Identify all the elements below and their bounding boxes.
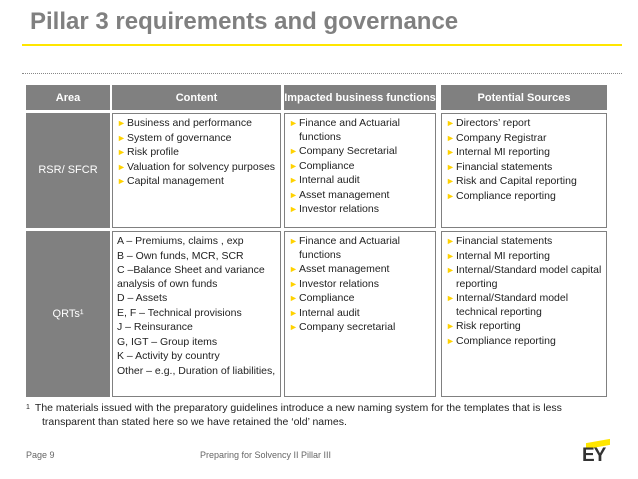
triangle-right-icon: ► (289, 160, 298, 171)
list-item-text: Investor relations (299, 277, 379, 290)
list-item (289, 203, 431, 217)
triangle-right-icon: ► (446, 132, 455, 143)
impacted-list-qrts (289, 235, 431, 335)
triangle-right-icon: ► (446, 161, 455, 172)
list-item-text: Valuation for solvency purposes (127, 160, 276, 173)
list-item-text: Internal MI reporting (456, 249, 550, 262)
list-item (289, 321, 431, 335)
triangle-right-icon: ► (446, 176, 455, 186)
list-item (117, 161, 276, 175)
list-item-text: Internal MI reporting (456, 146, 550, 158)
list-item (289, 263, 431, 277)
list-item (289, 292, 431, 306)
ey-logo-text: EY (582, 445, 606, 466)
cell-impacted-rsr (284, 113, 436, 228)
list-item-text: Internal/Standard model capital reporting (456, 264, 602, 290)
list-item-text: Compliance (299, 292, 355, 304)
header-content: Content (112, 85, 281, 110)
list-item-text: Company Secretarial (299, 145, 398, 157)
cell-sources-rsr (441, 113, 607, 228)
triangle-right-icon: ► (289, 322, 298, 332)
triangle-right-icon: ► (446, 293, 455, 303)
list-item (289, 160, 431, 174)
triangle-right-icon: ► (117, 176, 126, 186)
footer-title: Preparing for Solvency II Pillar III (200, 450, 332, 460)
list-item-text: Internal audit (299, 306, 360, 319)
list-item-text: Directors’ report (456, 117, 531, 129)
triangle-right-icon: ► (117, 132, 126, 143)
area-rsr-sfcr: RSR/ SFCR (26, 113, 110, 228)
footnote-text-1: The materials issued with the preparatory guidelines introduce a new naming system for the templates that is less (34, 402, 562, 414)
list-item-text: Investor relations (299, 203, 379, 215)
list-item (289, 174, 431, 188)
area-qrts: QRTs¹ (26, 231, 110, 397)
triangle-right-icon: ► (446, 190, 455, 201)
list-item (446, 235, 602, 249)
triangle-right-icon: ► (446, 265, 455, 275)
list-item-text: Compliance reporting (456, 334, 556, 347)
list-item (117, 264, 276, 291)
sources-list-qrts (446, 235, 602, 348)
triangle-right-icon: ► (117, 118, 126, 128)
list-item-text: Compliance (299, 159, 355, 172)
list-item (446, 335, 602, 349)
list-item-text: Finance and Actuarial functions (299, 235, 400, 261)
sources-list-rsr (446, 117, 602, 203)
list-item (117, 117, 276, 131)
list-item-text: Risk reporting (456, 320, 521, 332)
list-item (446, 132, 602, 146)
triangle-right-icon: ► (446, 147, 455, 157)
triangle-right-icon: ► (289, 307, 298, 318)
list-item-text: Company Registrar (456, 131, 547, 144)
list-item (446, 117, 602, 131)
triangle-right-icon: ► (289, 175, 298, 185)
list-item (446, 190, 602, 204)
list-item-text: Business and performance (127, 117, 252, 129)
list-item (117, 336, 276, 350)
list-item-text: E, F – Technical provisions (117, 306, 242, 319)
cell-sources-qrts (441, 231, 607, 397)
list-item-text: Financial statements (456, 235, 553, 247)
list-item-text: System of governance (127, 131, 232, 144)
triangle-right-icon: ► (289, 278, 298, 289)
ey-logo (582, 441, 612, 467)
list-item-text: Asset management (299, 263, 390, 275)
list-item-text: Asset management (299, 188, 390, 201)
list-item-text: Capital management (127, 175, 224, 187)
content-list-qrts (117, 235, 276, 378)
list-item-text: Finance and Actuarial functions (299, 117, 400, 143)
list-item (117, 292, 276, 306)
title-underline (22, 44, 622, 46)
triangle-right-icon: ► (289, 293, 298, 303)
triangle-right-icon: ► (117, 161, 126, 172)
list-item-text: Financial statements (456, 160, 553, 173)
triangle-right-icon: ► (289, 146, 298, 156)
list-item (446, 161, 602, 175)
list-item (117, 350, 276, 364)
triangle-right-icon: ► (446, 321, 455, 331)
list-item-text: B – Own funds, MCR, SCR (117, 249, 244, 262)
list-item (289, 307, 431, 321)
list-item (289, 235, 431, 262)
triangle-right-icon: ► (446, 118, 455, 128)
cell-content-qrts (112, 231, 281, 397)
footnote-marker: 1 (26, 404, 30, 411)
list-item-text: A – Premiums, claims , exp (117, 235, 244, 247)
content-list-rsr (117, 117, 276, 189)
footnote-line-1 (26, 401, 616, 415)
list-item (446, 175, 602, 189)
list-item-text: Risk and Capital reporting (456, 175, 577, 187)
list-item (289, 145, 431, 159)
list-item-text: Internal audit (299, 174, 360, 186)
footnote-text-2: transparent than stated here so we have retained the ‘old’ names. (42, 416, 347, 428)
list-item (446, 292, 602, 319)
list-item-text: Other – e.g., Duration of liabilities, (117, 364, 276, 377)
triangle-right-icon: ► (289, 236, 298, 246)
list-item (289, 189, 431, 203)
list-item (117, 321, 276, 335)
dotted-divider (22, 73, 622, 74)
header-sources: Potential Sources (441, 85, 607, 110)
list-item (446, 146, 602, 160)
list-item-text: K – Activity by country (117, 350, 220, 362)
list-item-text: Risk profile (127, 146, 179, 158)
page-title: Pillar 3 requirements and governance (30, 8, 459, 35)
list-item (289, 117, 431, 144)
triangle-right-icon: ► (289, 118, 298, 128)
list-item-text: J – Reinsurance (117, 321, 193, 333)
list-item-text: Company secretarial (299, 321, 396, 333)
list-item (117, 132, 276, 146)
list-item-text: C –Balance Sheet and variance analysis of own funds (117, 264, 265, 290)
triangle-right-icon: ► (446, 250, 455, 261)
triangle-right-icon: ► (289, 204, 298, 214)
list-item (289, 278, 431, 292)
list-item (117, 250, 276, 264)
list-item (117, 175, 276, 189)
page-number: Page 9 (26, 450, 55, 460)
triangle-right-icon: ► (446, 335, 455, 346)
list-item (117, 307, 276, 321)
triangle-right-icon: ► (446, 236, 455, 246)
footnote (26, 401, 616, 429)
header-area: Area (26, 85, 110, 110)
cell-content-rsr (112, 113, 281, 228)
list-item (117, 146, 276, 160)
list-item (446, 320, 602, 334)
list-item (117, 365, 276, 379)
list-item-text: Internal/Standard model technical reporting (456, 292, 569, 318)
list-item-text: Compliance reporting (456, 189, 556, 202)
list-item (446, 264, 602, 291)
triangle-right-icon: ► (289, 264, 298, 274)
header-impacted: Impacted business functions (284, 85, 436, 110)
list-item (446, 250, 602, 264)
list-item-text: G, IGT – Group items (117, 335, 218, 348)
triangle-right-icon: ► (289, 189, 298, 200)
impacted-list-rsr (289, 117, 431, 217)
triangle-right-icon: ► (117, 147, 126, 157)
list-item (117, 235, 276, 249)
list-item-text: D – Assets (117, 292, 168, 304)
cell-impacted-qrts (284, 231, 436, 397)
